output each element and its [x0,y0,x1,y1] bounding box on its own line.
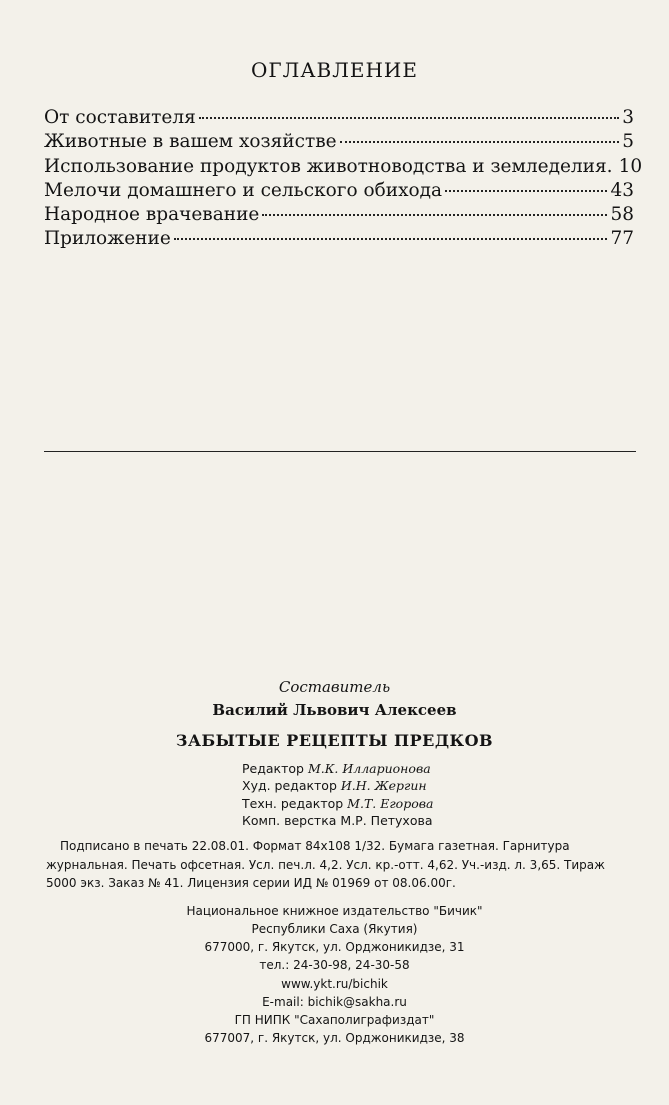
staff-role: Редактор [242,761,304,776]
specs-line: Подписано в печать 22.08.01. Формат 84x108 1/32. Бумага газетная. Гарнитура [60,839,570,854]
publisher-info [0,902,669,1048]
staff-line [242,760,669,777]
book-title: ЗАБЫТЫЕ РЕЦЕПТЫ ПРЕДКОВ [175,731,494,750]
dot-leader [445,190,607,192]
specs-line: 5000 экз. Заказ № 41. Лицензия серии ИД № 01969 от 08.06.00г. [46,876,456,891]
staff-line [242,812,669,829]
publisher-line: тел.: 24-30-98, 24-30-58 [259,958,410,973]
toc-entry [44,106,634,130]
toc-entry-page: 3 [622,107,634,128]
toc-entry-title: Приложение [44,228,171,250]
publisher-line: E-mail: bichik@sakha.ru [262,994,407,1009]
compiler-label: Составитель [278,678,391,696]
publisher-line: www.ykt.ru/bichik [281,976,388,991]
print-specs [46,837,623,893]
author-name: Василий Львович Алексеев [212,701,457,719]
staff-person: М.Т. Егорова [347,795,434,811]
toc-title: ОГЛАВЛЕНИЕ [251,58,418,82]
dot-leader [174,238,608,240]
publisher-line: Национальное книжное издательство "Бичик" [186,903,483,918]
table-of-contents [44,106,643,252]
toc-entry-page: 43 [610,179,634,201]
toc-entry-page: 77 [610,228,634,250]
toc-entry [44,203,634,227]
staff-line [242,795,669,812]
staff-line [242,777,669,794]
toc-entry-page: 10 [618,155,643,177]
publisher-line: 677000, г. Якутск, ул. Орджоникидзе, 31 [204,940,465,955]
publisher-line: ГП НИПК "Сахаполиграфиздат" [234,1012,435,1027]
horizontal-divider [44,451,636,452]
specs-line: журнальная. Печать офсетная. Усл. печ.л. 4,2. Усл. кр.-отт. 4,62. Уч.-изд. л. 3,65. Тираж [46,857,605,872]
toc-entry-title: Животные в вашем хозяйстве [44,131,337,153]
toc-entry-title: От составителя [44,107,196,128]
toc-entry-title: Народное врачевание [44,204,260,226]
publisher-line: Республики Саха (Якутия) [251,921,418,936]
staff-role: Техн. редактор [242,795,344,811]
dot-leader [262,214,607,216]
staff-role: Худ. редактор [242,778,337,794]
toc-entry-page: 58 [610,204,634,226]
staff-person: М.К. Илларионова [307,761,431,776]
staff-person: И.Н. Жергин [340,778,427,794]
toc-entry-page: 5 [622,131,634,153]
toc-entry [44,227,634,251]
toc-entry [44,155,643,179]
toc-entry [44,130,634,154]
staff-role: Комп. верстка [242,812,337,828]
publisher-line: 677007, г. Якутск, ул. Орджоникидзе, 38 [204,1031,465,1046]
staff-credits [242,760,669,829]
staff-person: М.Р. Петухова [340,812,433,828]
toc-entry-title: Использование продуктов животноводства и земледелия. [44,155,613,177]
imprint-block [0,678,669,1047]
toc-entry-title: Мелочи домашнего и сельского обихода [44,179,443,201]
toc-entry [44,179,634,203]
dot-leader [199,117,619,119]
dot-leader [340,141,620,143]
